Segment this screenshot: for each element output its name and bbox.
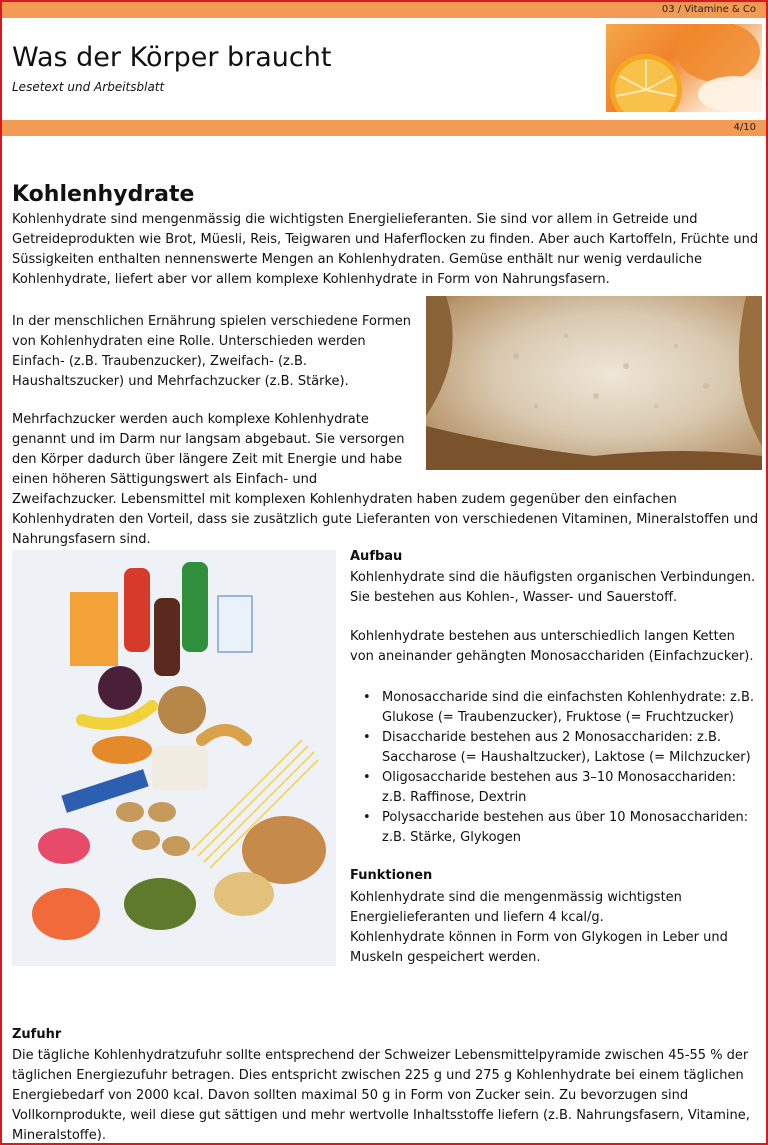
funktionen-paragraph-1: Kohlenhydrate sind die mengenmässig wichtigsten Energielieferanten und liefern 4 kcal/g. [350, 890, 682, 925]
forms-paragraph: In der menschlichen Ernährung spielen verschiedene Formen von Kohlenhydraten eine Rolle. Unterschieden werden Einfach- (z.B. Traubenzucker), Zweifach- (z.B. Haushaltszucker) und Mehrfachzucker (z.B. Stärke). [12, 314, 411, 389]
list-item: • Monosaccharide sind die einfachsten Kohlenhydrate: z.B. Glukose (= Traubenzucker), Fruktose (= Fruchtzucker) [350, 688, 762, 728]
zufuhr-paragraph: Die tägliche Kohlenhydratzufuhr sollte entsprechend der Schweizer Lebensmittelpyramide zwischen 45-55 % der täglichen Energiezufuhr betragen. Dies entspricht zwischen 225 g und 275 g Kohlenhydrate bei einem täglichen Energiebedarf von 2000 kcal. Davon sollten maximal 50 g in Form von Zucker sein. Zu bevorzugen sind Vollkornprodukte, weil diese gut sättigen und mehr wertvolle Inhaltsstoffe liefern (z.B. Nahrungsfasern, Vitamine, Mineralstoffe). [12, 1048, 750, 1143]
flour-sack-photo [426, 296, 762, 470]
carbohydrate-foods-photo [12, 550, 336, 966]
page-number-bar [2, 120, 766, 136]
funktionen-paragraph-2: Kohlenhydrate können in Form von Glykogen in Leber und Muskeln gespeichert werden. [350, 930, 728, 965]
page-number: 4/10 [733, 122, 756, 133]
aufbau-paragraph-2: Kohlenhydrate bestehen aus unterschiedlich langen Ketten von aneinander gehängten Monosacchariden (Einfachzucker). [350, 629, 754, 664]
orange-photo [606, 24, 762, 112]
intro-paragraph: Kohlenhydrate sind mengenmässig die wichtigsten Energielieferanten. Sie sind vor allem in Getreide und Getreideprodukten wie Brot, Müesli, Reis, Teigwaren und Haferflocken zu finden. Aber auch Kartoffeln, Früchte und Süssigkeiten enthalten nennenswerte Mengen an Kohlenhydraten. Gemüse enthält nur wenig verdauliche Kohlenhydrate, liefert aber vor allem komplexe Kohlenhydrate in Form von Nahrungsfasern. [12, 212, 759, 287]
section-bar [2, 2, 766, 18]
page-subtitle: Lesetext und Arbeitsblatt [12, 80, 165, 94]
aufbau-paragraph-1: Kohlenhydrate sind die häufigsten organischen Verbindungen. Sie bestehen aus Kohlen-, Wasser- und Sauerstoff. [350, 570, 756, 605]
saccharide-list [350, 688, 762, 848]
complex-paragraph-end: Zweifachzucker. Lebensmittel mit komplexen Kohlenhydraten haben zudem gegenüber den einfachen Kohlenhydraten den Vorteil, dass sie zusätzlich gute Lieferanten von verschiedenen Vitaminen, Mineralstoffen und Nahrungsfasern sind. [12, 492, 759, 547]
aufbau-heading: Aufbau [350, 549, 403, 564]
list-item: • Disaccharide bestehen aus 2 Monosacchariden: z.B. Saccharose (= Haushaltzucker), Laktose (= Milchzucker) [350, 728, 762, 768]
list-item: • Polysaccharide bestehen aus über 10 Monosacchariden: z.B. Stärke, Glykogen [350, 808, 762, 848]
list-item: • Oligosaccharide bestehen aus 3–10 Monosacchariden: z.B. Raffinose, Dextrin [350, 768, 762, 808]
complex-paragraph-start: Mehrfachzucker werden auch komplexe Kohlenhydrate genannt und im Darm nur langsam abgebaut. Sie versorgen den Körper dadurch über längere Zeit mit Energie und habe einen höheren Sättigungswert als Einfach- und [12, 412, 405, 487]
page-title: Was der Körper braucht [12, 42, 332, 73]
funktionen-heading: Funktionen [350, 868, 433, 883]
section-label: 03 / Vitamine & Co [661, 4, 756, 15]
section-heading: Kohlenhydrate [12, 182, 195, 207]
zufuhr-heading: Zufuhr [12, 1027, 62, 1042]
